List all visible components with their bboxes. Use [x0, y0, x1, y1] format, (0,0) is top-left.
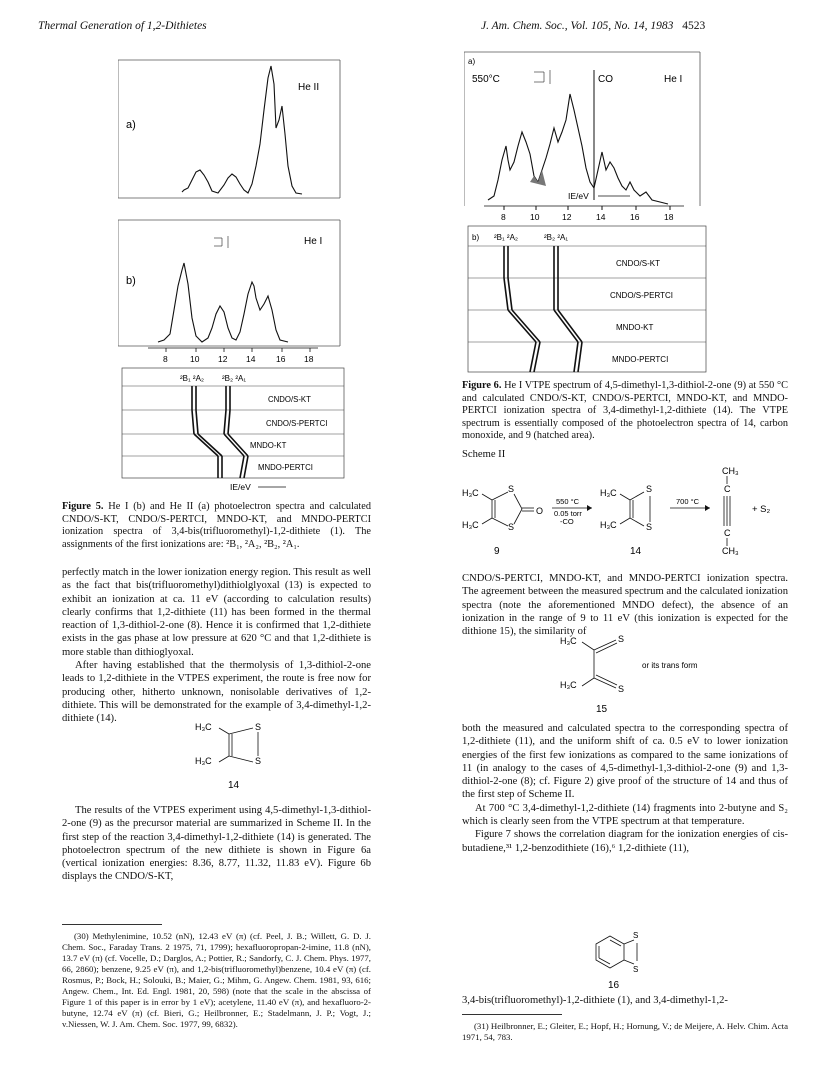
- right-column-body: [462, 572, 788, 638]
- he-ii-spectrum: [182, 66, 302, 194]
- compound-14: [600, 484, 652, 557]
- methyl-label: H₃C: [195, 722, 212, 732]
- carbon-label: C: [724, 484, 731, 494]
- sulfur-label: S: [618, 634, 625, 644]
- co-label: CO: [598, 74, 613, 85]
- figure-5-calc-table: [122, 368, 344, 492]
- axis-tick: 12: [562, 212, 572, 222]
- state-labels-1: ²B₁ ²A₂: [494, 233, 519, 242]
- trans-form-note: or its trans form: [642, 661, 698, 670]
- methyl-label: H₃C: [600, 520, 617, 530]
- compound-label: 15: [596, 704, 608, 714]
- paragraph: perfectly match in the lower ionization energy region. This result as well as the fact that bis(trifluoromethyl)dithiolglyoxal (13) is expected to exhibit an ionization at ca. 11 eV (according to calculation results) clearly confirms that 1,2-dithiete (11) has been formed in the thermal reaction of 1,3-dithiol-2-one (8). Hence it is confirmed that 1,2-dithiete exists in the gas phase at low pressure at 620 °C and that 1,2-dithiete is more stable than dithioglyoxal.: [62, 567, 371, 658]
- carbon-label: C: [724, 528, 731, 538]
- sulfur-label: S: [255, 756, 262, 766]
- compound-15-structure: [560, 632, 740, 714]
- compound-9: [462, 484, 543, 557]
- journal-citation: [481, 20, 705, 32]
- compound-1-structure: [214, 236, 228, 248]
- oxygen-label: O: [536, 506, 544, 516]
- axis-tick: 10: [530, 212, 540, 222]
- state-labels-1: ²B₁ ²A₂: [180, 374, 205, 383]
- compound-label: 16: [608, 980, 620, 991]
- methyl-label: H₃C: [462, 488, 479, 498]
- figure-5-caption: [62, 501, 371, 551]
- sulfur-label: S: [646, 522, 653, 532]
- state-labels-2: ²B₂ ²A₁: [222, 374, 247, 383]
- left-column-body-2: [62, 804, 371, 884]
- right-column-body-3: [462, 994, 788, 1007]
- condition-loss: -CO: [560, 517, 574, 526]
- methyl-label: H₃C: [600, 488, 617, 498]
- method-label: MNDO-PERTCI: [258, 463, 313, 472]
- methyl-label: CH₃: [722, 466, 739, 476]
- butyne: [722, 466, 771, 556]
- panel-a-label: a): [468, 57, 476, 66]
- figure-6-panel-a: [464, 52, 700, 206]
- compound-14-structure: [195, 718, 275, 794]
- running-title: Thermal Generation of 1,2-Dithietes: [38, 20, 207, 32]
- methyl-label: H₃C: [462, 520, 479, 530]
- arrow-1: [552, 497, 592, 526]
- axis-tick: 14: [246, 354, 256, 364]
- vtpe-spectrum: [488, 94, 668, 204]
- figure-6-calc-table: [468, 226, 706, 372]
- method-label: CNDO/S-KT: [268, 395, 311, 404]
- axis-tick: 14: [596, 212, 606, 222]
- method-label: MNDO-PERTCI: [612, 355, 669, 364]
- scheme-2: [462, 466, 788, 564]
- scheme-title: Scheme II: [462, 449, 506, 460]
- axis-tick: 8: [163, 354, 168, 364]
- panel-b-label: b): [126, 275, 136, 287]
- left-column-body: [62, 566, 371, 726]
- figure-6-caption-label: Figure 6.: [462, 380, 502, 391]
- paragraph: After having established that the thermolysis of 1,3-dithiol-2-one leads to 1,2-dithiete in the VTPES experiment, the route is free now for producing other, hitherto unknown, nonisolable derivatives of 1,2-dithiete. This will be demonstrated for the example of 3,4-dimethyl-1,2-dithiete (14).: [62, 660, 371, 725]
- panel-a-source: He II: [298, 82, 320, 93]
- method-label: CNDO/S-KT: [616, 259, 660, 268]
- footnote-30: [62, 931, 371, 1030]
- paragraph: At 700 °C 3,4-dimethyl-1,2-dithiete (14) fragments into 2-butyne and S₂ which is clearly seen from the VTPE spectrum at that temperature.: [462, 802, 788, 828]
- figure-5-caption-label: Figure 5.: [62, 501, 104, 512]
- figure-5-caption-text: He I (b) and He II (a) photoelectron spectra and calculated CNDO/S-KT, CNDO/S-PERTCI, MNDO-KT, and MNDO-PERTCI ionization spectra of 3,4-bis(trifluoromethyl)-1,2-dithiete (1). The assignments of the first ionizations are: ²B₁, ²A₂, ²B₂, ²A₁.: [62, 501, 371, 550]
- page-number: 4523: [682, 20, 706, 32]
- sulfur-label: S: [255, 722, 262, 732]
- axis-tick: 8: [501, 212, 506, 222]
- method-label: CNDO/S-PERTCI: [610, 291, 673, 300]
- footnote-31: [462, 1021, 788, 1043]
- state-labels-2: ²B₂ ²A₁: [544, 233, 569, 242]
- figure-5: [118, 48, 358, 496]
- axis-tick: 16: [276, 354, 286, 364]
- he-i-spectrum: [158, 263, 288, 342]
- figure-6-caption: [462, 380, 788, 443]
- sulfur-label: S: [508, 522, 515, 532]
- condition-temperature: 550 °C: [556, 497, 580, 506]
- paragraph: Figure 7 shows the correlation diagram for the ionization energies of cis-butadiene,³¹ 1,2-benzodithiete (16),⁶ 1,2-dithiete (11),: [462, 829, 788, 854]
- sulfur-label: S: [633, 965, 639, 974]
- panel-b-source: He I: [304, 236, 323, 247]
- sulfur-product: + S₂: [752, 504, 771, 515]
- right-column-body-2: [462, 722, 788, 855]
- sulfur-label: S: [646, 484, 653, 494]
- sulfur-label: S: [618, 684, 625, 694]
- footnote-text: (30) Methylenimine, 10.52 (nN), 12.43 eV (π) (cf. Peel, J. B.; Willett, G. D. J. Chem. Soc., Faraday Trans. 2 1975, 71, 1799); hexafluoropropan-2-imine, 11.8 (nN), 13.7 eV (π) (cf. Vocelle, D.; Darglos, A.; Pottier, R.; Sandorfy, C. J. Chem. Phys. 1977, 66, 2860); benzene, 9.25 eV (π), and 1,2-bis(trifluoromethyl)benzene, 10.4 eV (π) (cf. Rosmus, P.; Bock, H.; Solouki, B.; Maier, G.; Mihm, G. Angew. Chem. 1981, 93, 616; Angew. Chem., Int. Ed. Engl. 1981, 20, 598) (note that the scale in the abscissa of Figure 1 of this paper is in error by 1 eV); acetylene, 11.40 eV (π), and hexafluoro-2-butyne, 12.74 eV (π) (cf. Bieri, G.; Heilbronner, E.; Stadelmann, J. P.; Vogt, J.; v.Niessen, W. J. Am. Chem. Soc. 1977, 99, 6832).: [62, 931, 371, 1029]
- method-label: MNDO-KT: [250, 441, 287, 450]
- footnote-rule: [462, 1014, 562, 1015]
- figure-6-caption-text: He I VTPE spectrum of 4,5-dimethyl-1,3-dithiol-2-one (9) at 550 °C and calculated CNDO/S-KT, CNDO/S-PERTCI, MNDO-KT, and MNDO-PERTCI ionization spectra of 3,4-dimethyl-1,2-dithiete (14). The VTPE spectrum is essentially composed of the photoelectron spectra of 14, carbon monoxide, and 9 (hatched area).: [462, 380, 788, 442]
- axis-tick: 12: [218, 354, 228, 364]
- compound-label: 9: [494, 546, 500, 557]
- condition-temperature: 700 °C: [676, 497, 700, 506]
- compound-9-mini-structure: [534, 70, 550, 84]
- panel-a-label: a): [126, 119, 136, 131]
- panel-b-label: b): [472, 233, 480, 242]
- methyl-label: CH₃: [722, 546, 739, 556]
- arrow-2: [670, 497, 710, 511]
- axis-tick: 16: [630, 212, 640, 222]
- figure-6-axis: [484, 206, 684, 222]
- figure-6: [464, 50, 720, 378]
- footnote-text: (31) Heilbronner, E.; Gleiter, E.; Hopf, H.; Hornung, V.; de Meijere, A. Helv. Chim. Acta 1971, 54, 783.: [462, 1021, 788, 1042]
- paragraph: The results of the VTPES experiment using 4,5-dimethyl-1,3-dithiol-2-one (9) as the precursor material are summarized in Scheme II. In the first step of the reaction 3,4-dimethyl-1,2-dithiete (14) is generated. The photoelectron spectrum of the new dithiete is shown in Figure 6a (vertical ionization energies: 8.36, 8.77, 11.32, 11.83 eV). Figure 6b displays the CNDO/S-KT,: [62, 805, 371, 883]
- source-label: He I: [664, 74, 683, 85]
- footnote-rule: [62, 924, 162, 925]
- paragraph: CNDO/S-PERTCI, MNDO-KT, and MNDO-PERTCI ionization spectra. The agreement between the measured spectrum and the calculated ionization spectra (note the aforementioned MNDO defect), the absence of an ionization in the range of 9 to 11 eV (this ionization is expected for the dithione 15), the similarity of: [462, 573, 788, 638]
- axis-label: IE/eV: [230, 482, 251, 492]
- methyl-label: H₃C: [560, 680, 577, 690]
- paragraph: both the measured and calculated spectra to the corresponding spectra of 1,2-dithiete (11), and the uniform shift of ca. 0.5 eV to lower ionization energies of the first few ionizations as compared to the same ionizations of 11 (in analogy to the cases of 4,5-dimethyl-1,3-dithiol-2-one (9) and 1,3-dithiol-2-one (8); cf. Figure 2) give proof of the structure of 14 and thus of the first step of Scheme II.: [462, 723, 788, 801]
- axis-tick: 10: [190, 354, 200, 364]
- scheme-2-title: [462, 448, 788, 461]
- temperature-label: 550°C: [472, 74, 500, 85]
- hatched-area: [530, 170, 546, 186]
- compound-label: 14: [228, 780, 240, 791]
- sulfur-label: S: [508, 484, 515, 494]
- axis-tick: 18: [304, 354, 314, 364]
- methyl-label: H₃C: [560, 636, 577, 646]
- axis-label: IE/eV: [568, 191, 589, 201]
- figure-5-panel-b: [118, 220, 340, 346]
- condition-pressure: 0.05 torr: [554, 509, 582, 518]
- figure-5-panel-a: [118, 60, 340, 198]
- methyl-label: H₃C: [195, 756, 212, 766]
- compound-label: 14: [630, 546, 642, 557]
- method-label: MNDO-KT: [616, 323, 654, 332]
- figure-5-axis: [148, 348, 318, 364]
- paragraph: 3,4-bis(trifluoromethyl)-1,2-dithiete (1), and 3,4-dimethyl-1,2-: [462, 995, 728, 1006]
- compound-16-structure: [590, 926, 660, 992]
- journal-name: J. Am. Chem. Soc., Vol. 105, No. 14, 1983: [481, 20, 674, 32]
- method-label: CNDO/S-PERTCI: [266, 419, 328, 428]
- sulfur-label: S: [633, 931, 639, 940]
- axis-tick: 18: [664, 212, 674, 222]
